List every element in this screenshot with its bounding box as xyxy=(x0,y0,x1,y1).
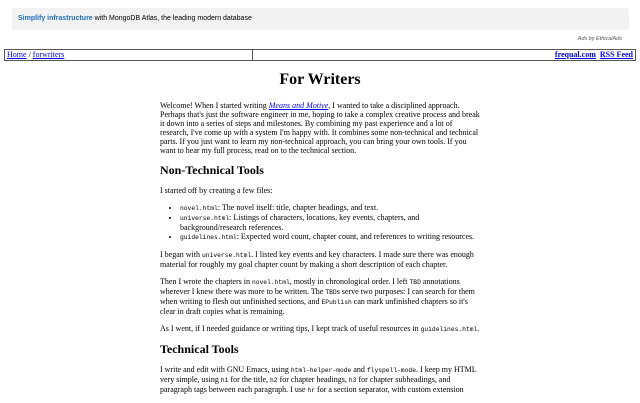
page-title: For Writers xyxy=(279,71,361,88)
inline-code: TBD xyxy=(325,289,337,296)
breadcrumb-home-link[interactable]: Home xyxy=(7,50,27,59)
inline-code: hr xyxy=(307,387,316,394)
file-name: universe.html xyxy=(180,215,230,222)
text: for a section separator, with custom extension xyxy=(315,385,464,394)
intro-text-2: , I wanted to take a disciplined approach. Perhaps that's just the software engineer in me, hoping to take a complex creative process and break it down into a series of steps and milestones. By combining my past experience and a lot of research, I've come up with a system I'm happy with. It combines some non-technical and technical parts. If you just want to learn my non-technical approach, you can bring your own tools. If you want to hear my full process, read on to the technical section. xyxy=(160,101,480,155)
text: Then I wrote the chapters in xyxy=(160,277,252,286)
site-home-link[interactable]: frequal.com xyxy=(554,50,596,59)
inline-code: h1 xyxy=(220,377,229,384)
breadcrumb-separator: / xyxy=(26,50,33,59)
site-links xyxy=(253,50,635,60)
text: I write and edit with GNU Emacs, using xyxy=(160,365,291,374)
text: . xyxy=(477,324,480,333)
inline-code: guidelines.html xyxy=(420,326,478,333)
list-item xyxy=(180,203,482,213)
means-and-motive-link[interactable]: Means and Motive xyxy=(268,101,329,110)
rss-feed-link[interactable]: RSS Feed xyxy=(599,50,633,59)
technical-paragraph xyxy=(160,365,482,395)
inline-code: h2 xyxy=(270,377,278,384)
inline-code: novel.html xyxy=(251,279,290,286)
inline-code: universe.html xyxy=(202,252,252,259)
text: . I listed key events and key characters. I made sure there was enough material for roughly my goal chapter count by making a short description of each chapter. xyxy=(160,250,474,269)
text: can mark unfinished chapters so it's clear in draft copies what is remaining. xyxy=(160,297,468,316)
text: , mostly in chronological order. I left xyxy=(289,277,410,286)
file-description: : Listings of characters, locations, key events, chapters, and background/research references. xyxy=(180,213,420,232)
nav-bar xyxy=(4,49,636,61)
file-description: : The novel itself: title, chapter headings, and text. xyxy=(217,203,379,212)
guidelines-paragraph xyxy=(160,324,482,334)
inline-code: flyspell-mode xyxy=(366,367,417,374)
text: I began with xyxy=(160,250,202,259)
ad-attribution[interactable]: Ads by EthicalAds xyxy=(577,36,622,42)
list-item xyxy=(180,213,482,232)
files-intro: I started off by creating a few files: xyxy=(160,186,273,195)
non-technical-heading: Non-Technical Tools xyxy=(160,163,264,177)
chapters-paragraph xyxy=(160,277,482,316)
breadcrumb-current-link[interactable]: forwriters xyxy=(32,50,65,59)
file-name: guidelines.html xyxy=(180,234,237,241)
text: and xyxy=(351,365,367,374)
text: for chapter subheadings, and paragraph tags between each paragraph. I use xyxy=(160,375,451,394)
ad-link[interactable]: Simplify infrastructure xyxy=(18,15,93,22)
ad-text: with MongoDB Atlas, the leading modern database xyxy=(92,15,252,22)
technical-heading: Technical Tools xyxy=(160,342,239,356)
breadcrumb xyxy=(5,50,253,60)
intro-text-1: Welcome! When I started writing xyxy=(160,101,269,110)
text: for the title, xyxy=(228,375,270,384)
text: s serve two purposes: I can search for them when writing to flesh out unfinished sections, and xyxy=(160,287,475,306)
inline-code: h3 xyxy=(348,377,357,384)
files-list xyxy=(160,203,482,242)
inline-code: EPublish xyxy=(321,299,352,306)
inline-code: html-helper-mode xyxy=(290,367,352,374)
file-name: novel.html xyxy=(180,205,218,212)
text: annotations wherever I knew there was more to be written. The xyxy=(160,277,460,296)
main-content xyxy=(160,101,482,403)
ad-banner[interactable] xyxy=(12,8,629,30)
file-description: : Expected word count, chapter count, and references to writing resources. xyxy=(236,232,475,241)
text: . I keep my HTML very simple, using xyxy=(160,365,477,384)
list-item xyxy=(180,232,482,242)
inline-code: TBD xyxy=(409,279,421,286)
text: for chapter headings, xyxy=(277,375,349,384)
text: As I went, if I needed guidance or writing tips, I kept track of useful resources in xyxy=(160,324,421,333)
universe-paragraph xyxy=(160,250,482,269)
intro-paragraph xyxy=(160,101,482,155)
